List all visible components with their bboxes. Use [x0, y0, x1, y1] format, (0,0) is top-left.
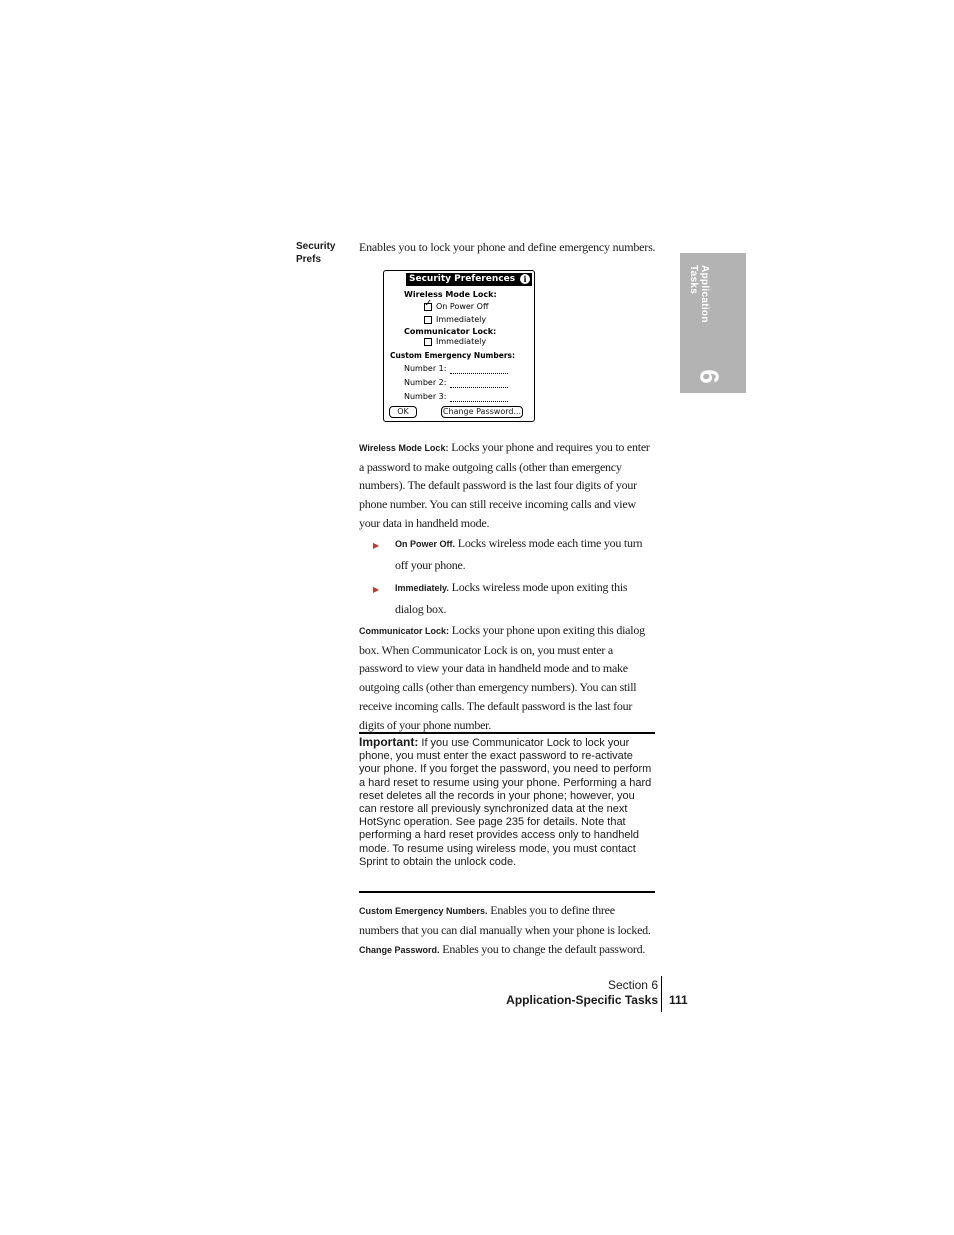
emergency-numbers-term: Custom Emergency Numbers.: [359, 906, 488, 916]
communicator-immediately-checkbox[interactable]: [424, 338, 432, 346]
change-password-term: Change Password.: [359, 945, 440, 955]
change-password-paragraph: [359, 940, 655, 960]
section-side-heading: [296, 240, 351, 266]
number1-label: Number 1:: [404, 364, 447, 373]
wireless-immediately-label: Immediately: [436, 315, 487, 324]
page-number: 111: [669, 993, 688, 1007]
communicator-lock-paragraph: [359, 621, 655, 734]
checkmark-icon: ✓: [424, 298, 433, 309]
chapter-tab-label-line1: Application: [699, 265, 710, 323]
emergency-numbers-label: Custom Emergency Numbers:: [390, 351, 515, 360]
side-heading-line1: Security: [296, 241, 336, 252]
bullet-immediately: [395, 577, 655, 620]
communicator-immediately-label: Immediately: [436, 337, 487, 346]
wireless-lock-paragraph: [359, 438, 655, 533]
communicator-lock-term: Communicator Lock:: [359, 626, 450, 636]
number3-label: Number 3:: [404, 392, 447, 401]
dialog-title: Security Preferences: [409, 274, 516, 284]
emergency-numbers-text: Enables you to define three numbers that you can dial manually when your phone is locked.: [359, 903, 651, 937]
communicator-lock-text: Locks your phone upon exiting this dialog box. When Communicator Lock is on, you must enter a password to view your data in handheld mode and to make outgoing calls (other than emergency numbers). You can still receive incoming calls. The default password is the last four digits of your phone number.: [359, 623, 645, 732]
number1-field[interactable]: [450, 373, 508, 374]
footer-divider: [661, 976, 662, 1012]
emergency-numbers-paragraph: [359, 901, 655, 939]
important-label: Important:: [359, 735, 419, 749]
change-password-text: Enables you to change the default password.: [439, 942, 646, 956]
bullet-immediately-term: Immediately.: [395, 583, 449, 593]
intro-text: Enables you to lock your phone and define emergency numbers.: [359, 240, 656, 254]
number2-field[interactable]: [450, 387, 508, 388]
footer-section: Section 6: [607, 978, 658, 992]
on-power-off-checkbox[interactable]: [424, 298, 433, 311]
on-power-off-label: On Power Off: [436, 302, 489, 311]
number2-label: Number 2:: [404, 378, 447, 387]
important-text: If you use Communicator Lock to lock your phone, you must enter the exact password to re-activate your phone. If you forget the password, you need to perform a hard reset to resume using your phone. Performing a hard reset deletes all the records in your phone; however, you can restore all previously synchronized data at the next HotSync operation. See page 235 for details. Note that performing a hard reset provides access only to handheld mode. To resume using wireless mode, you must contact Sprint to obtain the unlock code.: [359, 737, 652, 868]
security-preferences-dialog: [383, 270, 535, 422]
ok-button[interactable]: OK: [389, 406, 417, 418]
important-top-rule: [359, 732, 655, 734]
dialog-title-bar: [406, 273, 532, 286]
bullet-on-power-off-text: Locks wireless mode each time you turn off your phone.: [395, 536, 643, 572]
chapter-tab-number: 6: [694, 369, 725, 384]
bullet-on-power-off: [395, 533, 655, 576]
bullet-on-power-off-term: On Power Off.: [395, 539, 456, 549]
info-icon[interactable]: i: [520, 274, 530, 284]
chapter-tab-label-line2: Tasks: [688, 265, 699, 295]
wireless-lock-term: Wireless Mode Lock:: [359, 443, 449, 453]
chapter-tab: [680, 253, 746, 393]
wireless-lock-text: Locks your phone and requires you to enter a password to make outgoing calls (other than emergency numbers). The default password is the last four digits of your phone number. You can still receive incoming calls and view your data in handheld mode.: [359, 440, 650, 530]
wireless-lock-label: Wireless Mode Lock:: [404, 290, 497, 299]
important-bottom-rule: [359, 891, 655, 893]
footer-title: Application-Specific Tasks: [506, 993, 658, 1007]
wireless-immediately-checkbox[interactable]: [424, 316, 432, 324]
communicator-lock-label: Communicator Lock:: [404, 327, 497, 336]
chapter-tab-label: [688, 265, 710, 323]
side-heading-line2: Prefs: [296, 254, 322, 265]
bullet-arrow-icon: ▶: [373, 541, 380, 550]
change-password-button[interactable]: Change Password...: [442, 407, 522, 416]
number3-field[interactable]: [450, 401, 508, 402]
bullet-immediately-text: Locks wireless mode upon exiting this dialog box.: [395, 580, 628, 616]
important-note: [359, 736, 655, 869]
bullet-arrow-icon: ▶: [373, 585, 380, 594]
